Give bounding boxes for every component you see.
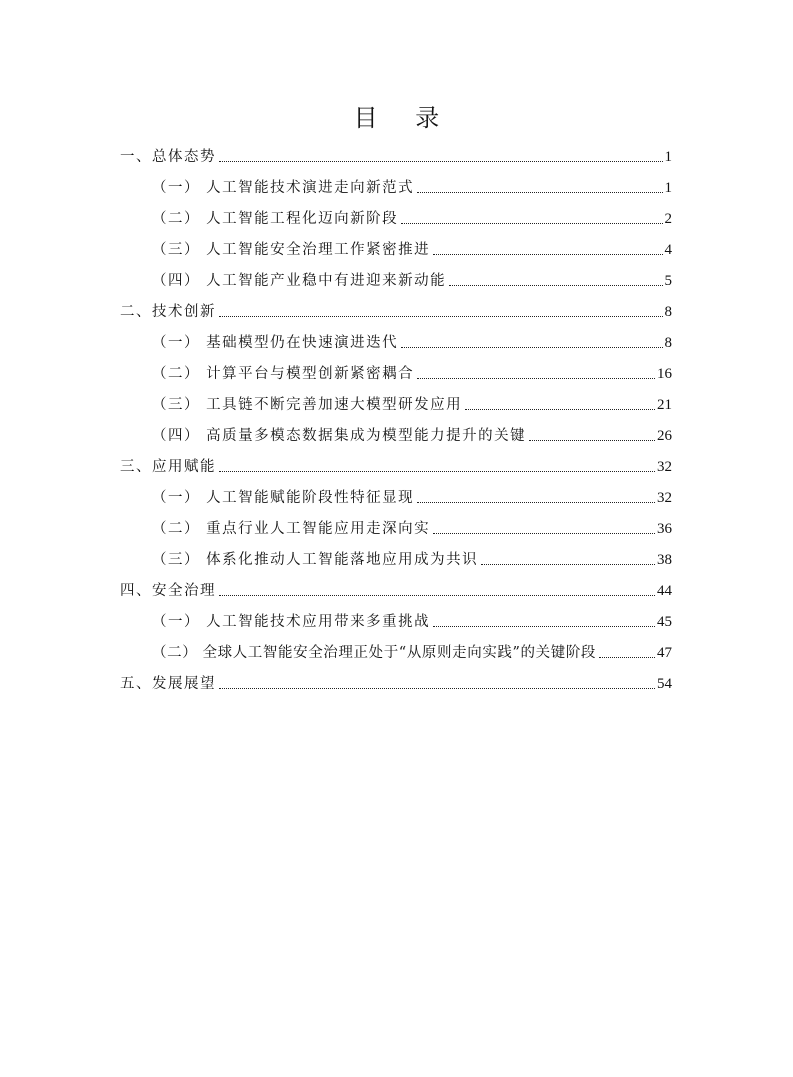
toc-entry-page: 16 bbox=[657, 366, 672, 382]
toc-entry-page: 1 bbox=[664, 180, 672, 196]
toc-entry-label: （二） 计算平台与模型创新紧密耦合 bbox=[152, 366, 415, 382]
toc-entry-2-2[interactable] bbox=[152, 356, 672, 384]
toc-entry-label: （一） 人工智能赋能阶段性特征显现 bbox=[152, 490, 415, 506]
toc-entry-2-4[interactable] bbox=[152, 418, 672, 446]
dot-leader bbox=[417, 378, 655, 379]
toc-entry-section-4[interactable] bbox=[120, 573, 672, 601]
toc-entry-section-1[interactable] bbox=[120, 139, 672, 167]
toc-entry-label: （四） 高质量多模态数据集成为模型能力提升的关键 bbox=[152, 428, 527, 444]
toc-entry-section-3[interactable] bbox=[120, 449, 672, 477]
dot-leader bbox=[599, 657, 655, 658]
toc-entry-label: （三） 人工智能安全治理工作紧密推进 bbox=[152, 242, 431, 258]
dot-leader bbox=[219, 161, 663, 162]
toc-entry-3-3[interactable] bbox=[152, 542, 672, 570]
toc-entry-page: 4 bbox=[664, 242, 672, 258]
toc-entry-page: 38 bbox=[657, 552, 672, 568]
toc-entry-page: 45 bbox=[657, 614, 672, 630]
toc-entry-page: 44 bbox=[657, 583, 672, 599]
toc-entry-page: 32 bbox=[657, 490, 672, 506]
toc-entry-label: （四） 人工智能产业稳中有进迎来新动能 bbox=[152, 273, 447, 289]
toc-entry-1-3[interactable] bbox=[152, 232, 672, 260]
toc-entry-3-1[interactable] bbox=[152, 480, 672, 508]
toc-entry-label: （一） 基础模型仍在快速演进迭代 bbox=[152, 335, 399, 351]
toc-entry-label: 四、安全治理 bbox=[120, 583, 216, 599]
toc-entry-page: 8 bbox=[664, 304, 672, 320]
toc-entry-section-5[interactable] bbox=[120, 666, 672, 694]
toc-entry-4-1[interactable] bbox=[152, 604, 672, 632]
toc-title: 目 录 bbox=[353, 104, 455, 132]
toc-entry-label: （三） 体系化推动人工智能落地应用成为共识 bbox=[152, 552, 479, 568]
toc-entry-page: 2 bbox=[664, 211, 672, 227]
toc-entry-label: 五、发展展望 bbox=[120, 676, 216, 692]
dot-leader bbox=[401, 347, 662, 348]
dot-leader bbox=[481, 564, 655, 565]
toc-entry-4-2[interactable] bbox=[152, 635, 672, 663]
dot-leader bbox=[219, 595, 655, 596]
toc-entry-3-2[interactable] bbox=[152, 511, 672, 539]
toc-entry-page: 1 bbox=[664, 149, 672, 165]
toc-entry-1-1[interactable] bbox=[152, 170, 672, 198]
dot-leader bbox=[433, 254, 662, 255]
toc-entry-1-2[interactable] bbox=[152, 201, 672, 229]
toc-entry-page: 26 bbox=[657, 428, 672, 444]
toc-entry-page: 32 bbox=[657, 459, 672, 475]
toc-entry-2-1[interactable] bbox=[152, 325, 672, 353]
dot-leader bbox=[449, 285, 662, 286]
toc-entry-page: 21 bbox=[657, 397, 672, 413]
toc-entry-page: 54 bbox=[657, 676, 672, 692]
toc-entry-page: 5 bbox=[664, 273, 672, 289]
dot-leader bbox=[433, 533, 655, 534]
toc-entry-label: （二） 人工智能工程化迈向新阶段 bbox=[152, 211, 399, 227]
toc-entry-label: （一） 人工智能技术应用带来多重挑战 bbox=[152, 614, 431, 630]
dot-leader bbox=[529, 440, 655, 441]
toc-entry-label: （一） 人工智能技术演进走向新范式 bbox=[152, 180, 415, 196]
toc-entry-1-4[interactable] bbox=[152, 263, 672, 291]
dot-leader bbox=[219, 688, 655, 689]
dot-leader bbox=[417, 192, 662, 193]
dot-leader bbox=[219, 316, 663, 317]
toc-entry-page: 36 bbox=[657, 521, 672, 537]
toc-entry-label: 三、应用赋能 bbox=[120, 459, 216, 475]
dot-leader bbox=[433, 626, 655, 627]
toc-entry-label: 二、技术创新 bbox=[120, 304, 216, 320]
dot-leader bbox=[219, 471, 655, 472]
dot-leader bbox=[465, 409, 655, 410]
toc-entry-section-2[interactable] bbox=[120, 294, 672, 322]
dot-leader bbox=[417, 502, 655, 503]
dot-leader bbox=[401, 223, 662, 224]
toc-entry-label: 一、总体态势 bbox=[120, 149, 216, 165]
toc-entry-2-3[interactable] bbox=[152, 387, 672, 415]
toc-entry-label: （二） 重点行业人工智能应用走深向实 bbox=[152, 521, 431, 537]
toc-entry-label: （二） 全球人工智能安全治理正处于“从原则走向实践”的关键阶段 bbox=[152, 645, 597, 661]
toc-entry-page: 47 bbox=[657, 645, 672, 661]
toc-entry-label: （三） 工具链不断完善加速大模型研发应用 bbox=[152, 397, 463, 413]
toc-entry-page: 8 bbox=[664, 335, 672, 351]
